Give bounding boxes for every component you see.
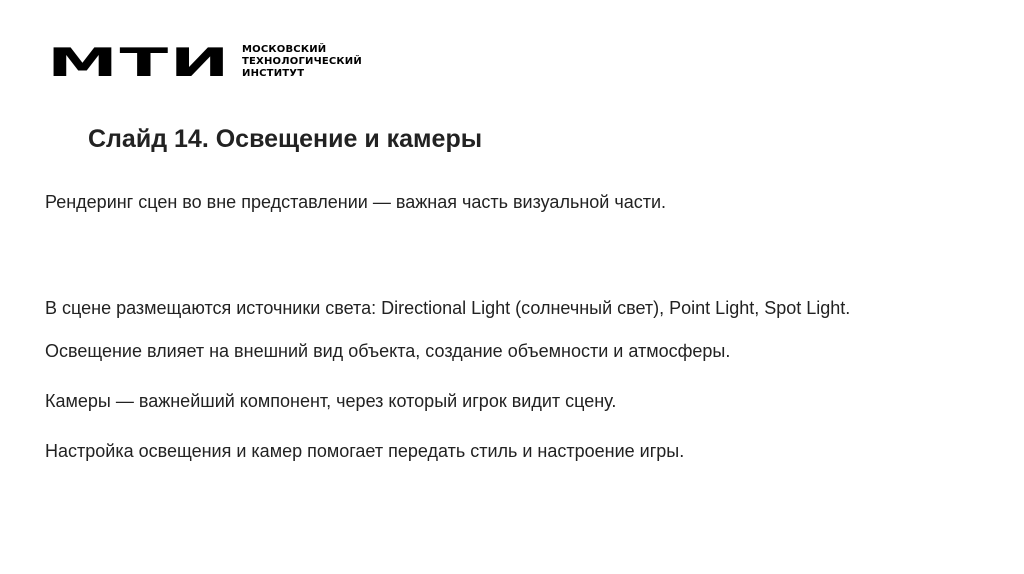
logo-line-1: МОСКОВСКИЙ — [242, 44, 327, 55]
paragraph-setup: Настройка освещения и камер помогает передать стиль и настроение игры. — [45, 441, 685, 461]
slide-title: Слайд 14. Освещение и камеры — [88, 125, 483, 153]
paragraph-light-sources: В сцене размещаются источники света: Directional Light (солнечный свет), Point Light, Spot Light. — [45, 298, 851, 318]
paragraph-cameras: Камеры — важнейший компонент, через который игрок видит сцену. — [45, 391, 617, 411]
logo-mark: МТИ — [47, 38, 231, 86]
slide-body — [45, 188, 985, 465]
logo-line-2: ТЕХНОЛОГИЧЕСКИЙ — [242, 56, 362, 67]
logo-line-3: ИНСТИТУТ — [242, 68, 305, 79]
paragraph-intro: Рендеринг сцен во вне представлении — важная часть визуальной части. — [45, 192, 667, 212]
paragraph-lighting-effect: Освещение влияет на внешний вид объекта, создание объемности и атмосферы. — [45, 341, 731, 361]
institute-logo — [47, 40, 362, 84]
